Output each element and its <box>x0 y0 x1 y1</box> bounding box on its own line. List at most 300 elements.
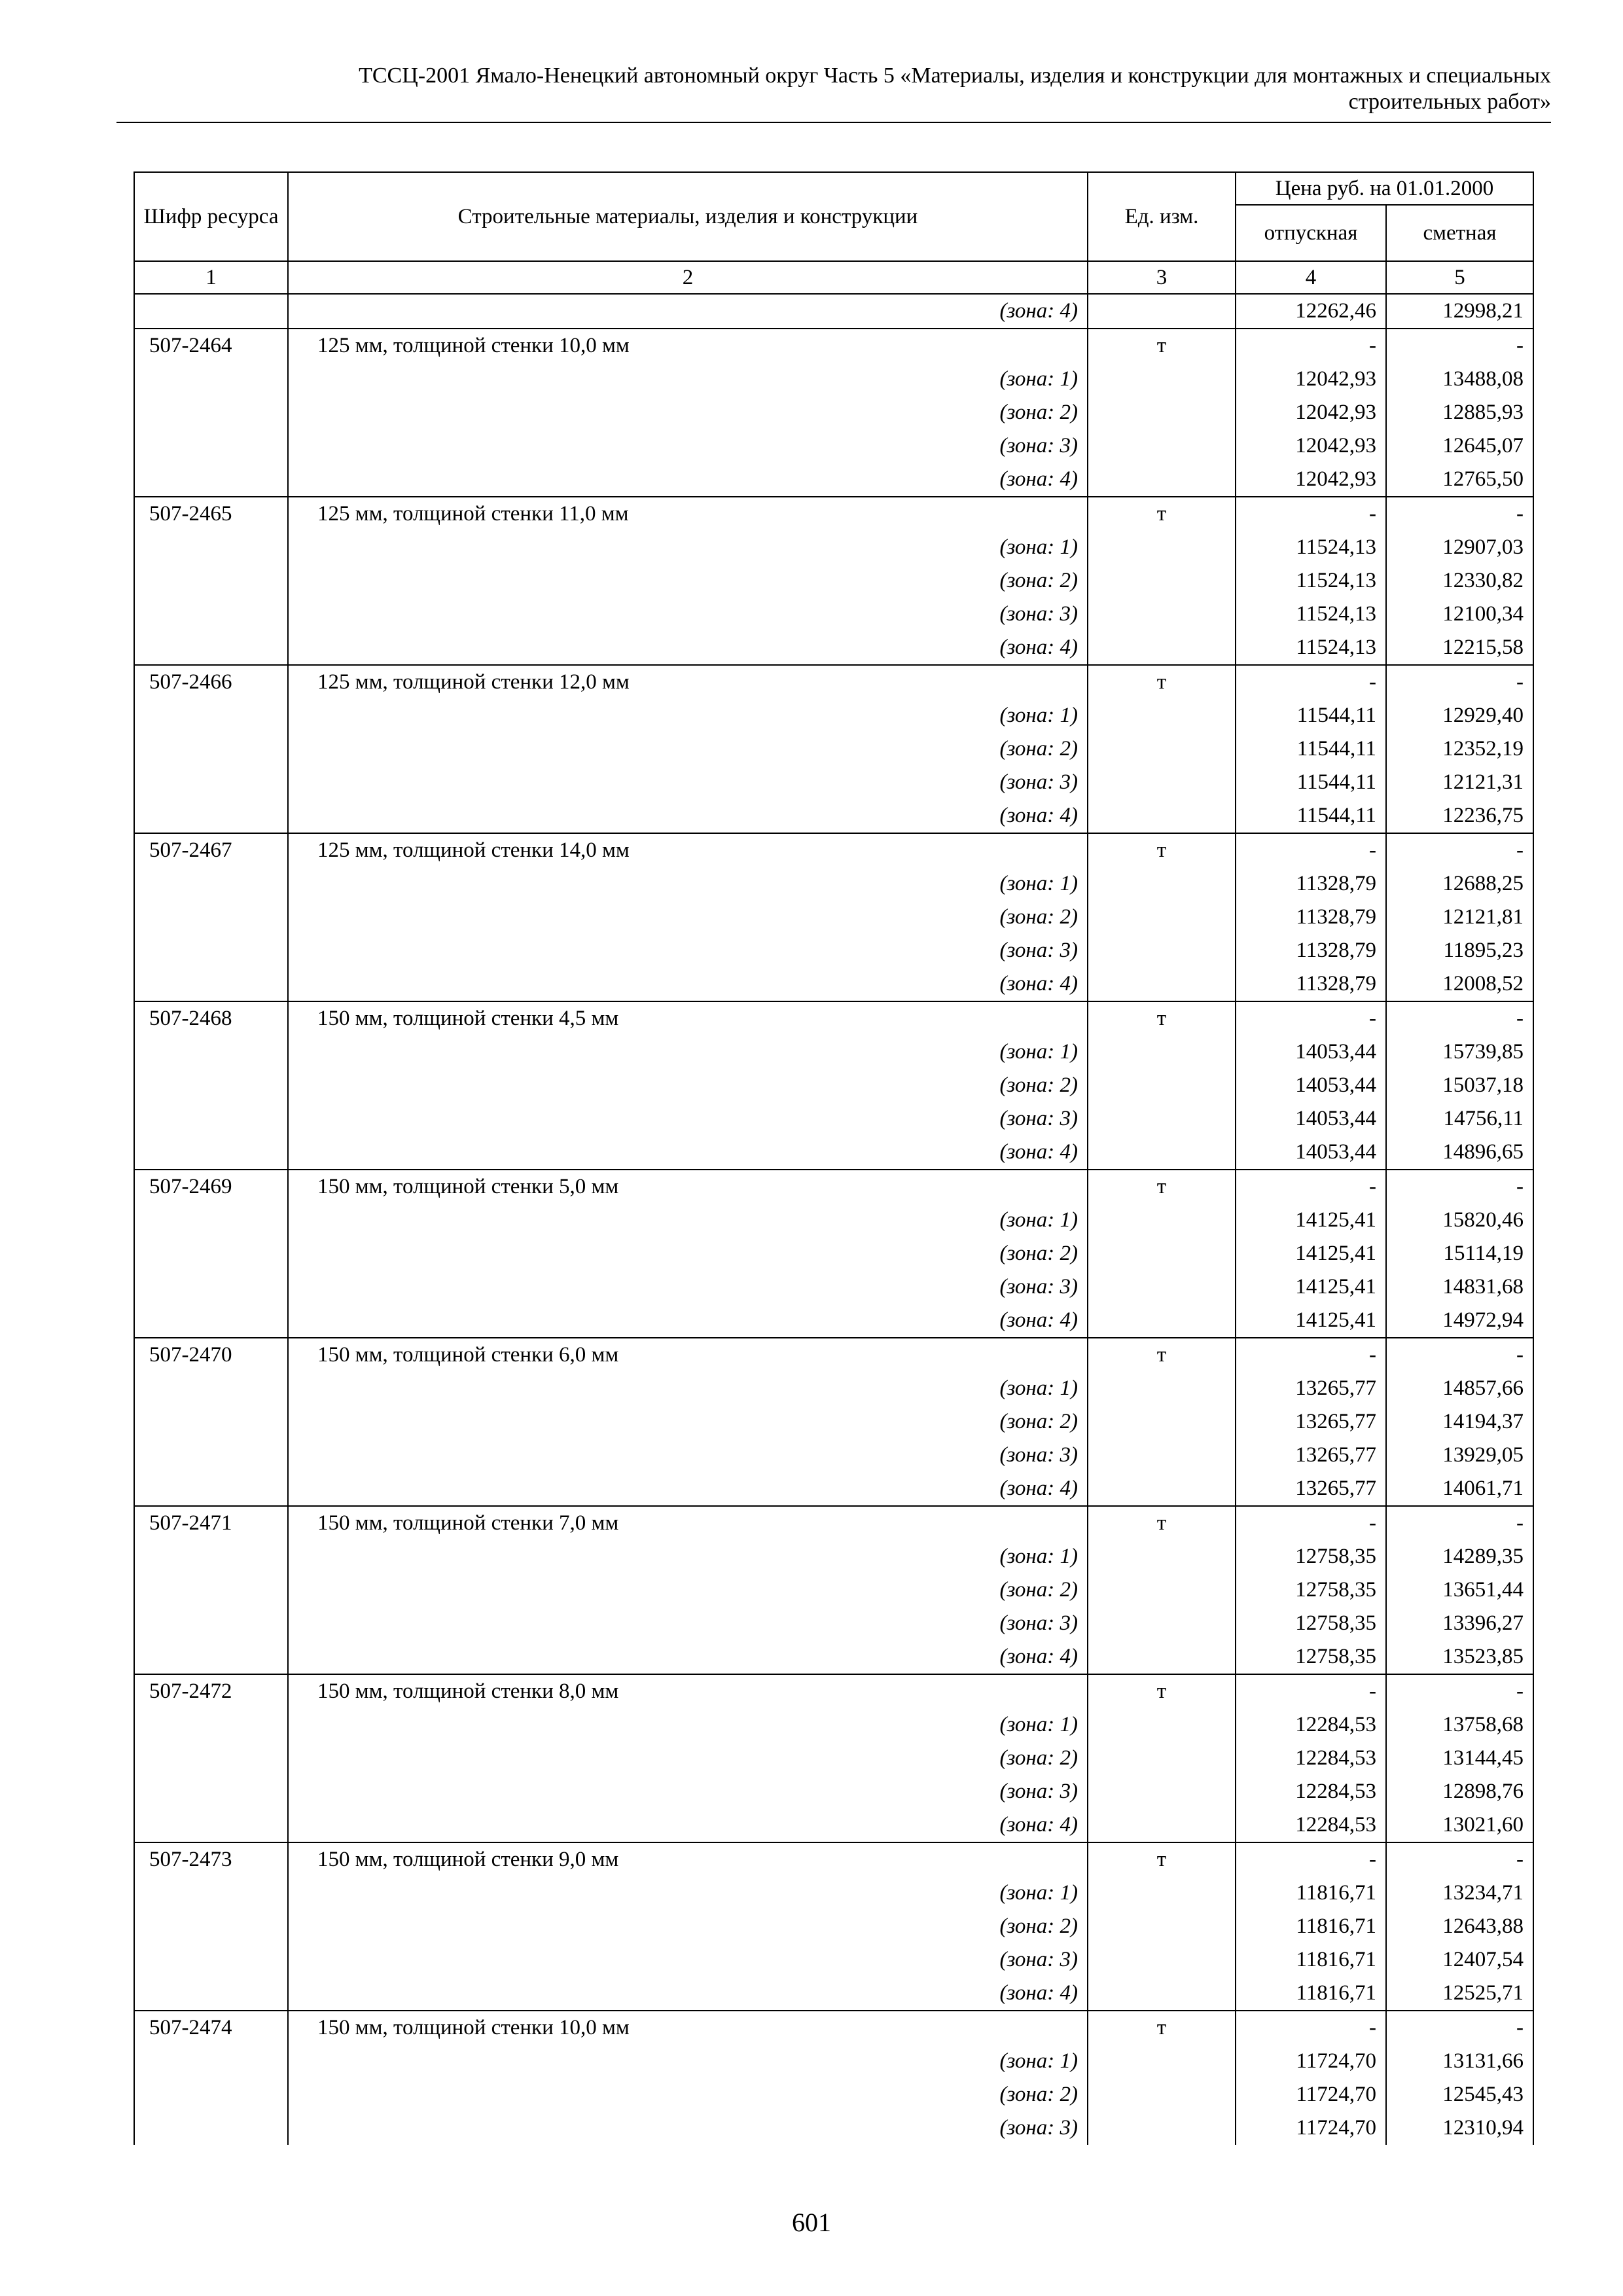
release-price: 14053,44 <box>1236 1035 1386 1069</box>
estimate-price: 12352,19 <box>1386 732 1533 766</box>
unit-of-measure <box>1088 1943 1236 1977</box>
zone-price-row <box>134 1237 1533 1270</box>
release-price: 11816,71 <box>1236 1977 1386 2011</box>
unit-of-measure <box>1088 1304 1236 1338</box>
resource-code <box>134 867 288 901</box>
resource-code <box>134 1876 288 1910</box>
col-number: 3 <box>1088 261 1236 294</box>
unit-of-measure <box>1088 1439 1236 1472</box>
resource-code <box>134 1708 288 1742</box>
resource-row <box>134 2011 1533 2045</box>
unit-of-measure <box>1088 631 1236 665</box>
release-price: 11724,70 <box>1236 2111 1386 2145</box>
unit-of-measure: т <box>1088 833 1236 867</box>
estimate-price: 13131,66 <box>1386 2045 1533 2078</box>
zone-label: (зона: 2) <box>288 396 1088 429</box>
resource-code <box>134 1472 288 1506</box>
resource-code: 507-2467 <box>134 833 288 867</box>
unit-of-measure <box>1088 1742 1236 1775</box>
unit-of-measure <box>1088 1102 1236 1136</box>
resource-code: 507-2474 <box>134 2011 288 2045</box>
zone-label: (зона: 2) <box>288 1069 1088 1102</box>
unit-of-measure: т <box>1088 1506 1236 1540</box>
resource-description: 150 мм, толщиной стенки 4,5 мм <box>288 1001 1088 1035</box>
estimate-price: 12236,75 <box>1386 799 1533 833</box>
zone-label: (зона: 4) <box>288 1977 1088 2011</box>
resource-code <box>134 294 288 329</box>
resource-row <box>134 833 1533 867</box>
resource-code <box>134 2078 288 2111</box>
estimate-price: - <box>1386 497 1533 531</box>
zone-price-row <box>134 1439 1533 1472</box>
unit-of-measure <box>1088 901 1236 934</box>
zone-price-row <box>134 1977 1533 2011</box>
zone-label: (зона: 1) <box>288 1540 1088 1573</box>
zone-price-row <box>134 1405 1533 1439</box>
zone-price-row <box>134 1270 1533 1304</box>
unit-of-measure <box>1088 396 1236 429</box>
unit-of-measure <box>1088 934 1236 967</box>
zone-label: (зона: 2) <box>288 564 1088 598</box>
release-price: 12284,53 <box>1236 1742 1386 1775</box>
release-price: - <box>1236 1001 1386 1035</box>
release-price: 11328,79 <box>1236 934 1386 967</box>
estimate-price: 14972,94 <box>1386 1304 1533 1338</box>
resource-description: 125 мм, толщиной стенки 12,0 мм <box>288 665 1088 699</box>
zone-price-row <box>134 1102 1533 1136</box>
zone-price-row <box>134 799 1533 833</box>
zone-label: (зона: 3) <box>288 1270 1088 1304</box>
resource-description: 125 мм, толщиной стенки 11,0 мм <box>288 497 1088 531</box>
release-price: - <box>1236 665 1386 699</box>
resource-code <box>134 463 288 497</box>
resource-row <box>134 329 1533 363</box>
resource-code <box>134 1069 288 1102</box>
estimate-price: - <box>1386 1001 1533 1035</box>
unit-of-measure <box>1088 1472 1236 1506</box>
zone-label: (зона: 4) <box>288 1640 1088 1674</box>
zone-price-row <box>134 564 1533 598</box>
estimate-price: 12885,93 <box>1386 396 1533 429</box>
header-rule <box>116 122 1551 123</box>
resource-description: 150 мм, толщиной стенки 8,0 мм <box>288 1674 1088 1708</box>
estimate-price: 12215,58 <box>1386 631 1533 665</box>
resource-code <box>134 799 288 833</box>
zone-price-row <box>134 2111 1533 2145</box>
release-price: - <box>1236 1674 1386 1708</box>
zone-label: (зона: 1) <box>288 531 1088 564</box>
zone-price-row <box>134 766 1533 799</box>
unit-of-measure <box>1088 363 1236 396</box>
release-price: - <box>1236 1506 1386 1540</box>
unit-of-measure <box>1088 1136 1236 1170</box>
estimate-price: 12407,54 <box>1386 1943 1533 1977</box>
estimate-price: 13651,44 <box>1386 1573 1533 1607</box>
estimate-price: 12100,34 <box>1386 598 1533 631</box>
resource-code <box>134 598 288 631</box>
estimate-price: 14061,71 <box>1386 1472 1533 1506</box>
unit-of-measure: т <box>1088 1001 1236 1035</box>
release-price: 11816,71 <box>1236 1910 1386 1943</box>
zone-price-row <box>134 1304 1533 1338</box>
zone-price-row <box>134 2045 1533 2078</box>
resource-code <box>134 732 288 766</box>
zone-price-row <box>134 1876 1533 1910</box>
zone-label: (зона: 3) <box>288 1607 1088 1640</box>
zone-label: (зона: 1) <box>288 867 1088 901</box>
resource-code: 507-2470 <box>134 1338 288 1372</box>
unit-of-measure <box>1088 564 1236 598</box>
resource-code <box>134 1775 288 1808</box>
zone-price-row <box>134 1540 1533 1573</box>
estimate-price: - <box>1386 1170 1533 1204</box>
zone-price-row <box>134 967 1533 1001</box>
release-price: 11524,13 <box>1236 631 1386 665</box>
resource-code <box>134 2045 288 2078</box>
unit-of-measure <box>1088 1270 1236 1304</box>
release-price: 14053,44 <box>1236 1102 1386 1136</box>
zone-price-row <box>134 294 1533 329</box>
resource-row <box>134 665 1533 699</box>
estimate-price: 13929,05 <box>1386 1439 1533 1472</box>
zone-price-row <box>134 1372 1533 1405</box>
estimate-price: 12765,50 <box>1386 463 1533 497</box>
estimate-price: 13234,71 <box>1386 1876 1533 1910</box>
unit-of-measure <box>1088 598 1236 631</box>
zone-label: (зона: 4) <box>288 294 1088 329</box>
release-price: 11328,79 <box>1236 867 1386 901</box>
resource-code: 507-2465 <box>134 497 288 531</box>
estimate-price: - <box>1386 2011 1533 2045</box>
resource-description: 150 мм, толщиной стенки 5,0 мм <box>288 1170 1088 1204</box>
estimate-price: 12645,07 <box>1386 429 1533 463</box>
release-price: 14125,41 <box>1236 1270 1386 1304</box>
zone-label: (зона: 2) <box>288 1573 1088 1607</box>
resource-row <box>134 497 1533 531</box>
release-price: 11544,11 <box>1236 799 1386 833</box>
unit-of-measure: т <box>1088 1170 1236 1204</box>
resource-code: 507-2473 <box>134 1842 288 1876</box>
release-price: 14125,41 <box>1236 1304 1386 1338</box>
release-price: 12284,53 <box>1236 1708 1386 1742</box>
resource-code <box>134 1640 288 1674</box>
zone-price-row <box>134 598 1533 631</box>
zone-label: (зона: 3) <box>288 2111 1088 2145</box>
zone-price-row <box>134 901 1533 934</box>
zone-price-row <box>134 699 1533 732</box>
estimate-price: 14831,68 <box>1386 1270 1533 1304</box>
estimate-price: 15037,18 <box>1386 1069 1533 1102</box>
release-price: 11544,11 <box>1236 732 1386 766</box>
estimate-price: 12330,82 <box>1386 564 1533 598</box>
unit-of-measure <box>1088 799 1236 833</box>
col-header-unit: Ед. изм. <box>1088 172 1236 261</box>
unit-of-measure <box>1088 1910 1236 1943</box>
estimate-price: 14756,11 <box>1386 1102 1533 1136</box>
running-header-line-1: ТССЦ-2001 Ямало-Ненецкий автономный округ Часть 5 «Материалы, изделия и конструкции для монтажных и специальных <box>359 63 1551 88</box>
release-price: 14053,44 <box>1236 1136 1386 1170</box>
resource-code <box>134 901 288 934</box>
resource-code <box>134 1573 288 1607</box>
zone-price-row <box>134 363 1533 396</box>
zone-price-row <box>134 1472 1533 1506</box>
zone-label: (зона: 2) <box>288 1405 1088 1439</box>
resource-code <box>134 1808 288 1842</box>
release-price: 13265,77 <box>1236 1439 1386 1472</box>
resource-code: 507-2466 <box>134 665 288 699</box>
zone-label: (зона: 2) <box>288 1910 1088 1943</box>
zone-price-row <box>134 1069 1533 1102</box>
release-price: 12284,53 <box>1236 1808 1386 1842</box>
zone-label: (зона: 3) <box>288 1102 1088 1136</box>
release-price: 12758,35 <box>1236 1640 1386 1674</box>
unit-of-measure <box>1088 1876 1236 1910</box>
release-price: 12758,35 <box>1236 1573 1386 1607</box>
estimate-price: 13758,68 <box>1386 1708 1533 1742</box>
zone-price-row <box>134 1742 1533 1775</box>
unit-of-measure <box>1088 531 1236 564</box>
estimate-price: 12688,25 <box>1386 867 1533 901</box>
estimate-price: 12643,88 <box>1386 1910 1533 1943</box>
estimate-price: 12121,81 <box>1386 901 1533 934</box>
estimate-price: 12545,43 <box>1386 2078 1533 2111</box>
release-price: 12042,93 <box>1236 429 1386 463</box>
resource-code: 507-2472 <box>134 1674 288 1708</box>
zone-price-row <box>134 1943 1533 1977</box>
unit-of-measure <box>1088 1237 1236 1270</box>
resource-description: 150 мм, толщиной стенки 9,0 мм <box>288 1842 1088 1876</box>
zone-price-row <box>134 2078 1533 2111</box>
release-price: 11524,13 <box>1236 598 1386 631</box>
col-header-description: Строительные материалы, изделия и конструкции <box>288 172 1088 261</box>
zone-label: (зона: 4) <box>288 631 1088 665</box>
price-table-head <box>134 172 1533 294</box>
zone-price-row <box>134 732 1533 766</box>
unit-of-measure <box>1088 967 1236 1001</box>
col-header-code: Шифр ресурса <box>134 172 288 261</box>
zone-label: (зона: 4) <box>288 799 1088 833</box>
resource-code <box>134 396 288 429</box>
release-price: 11544,11 <box>1236 766 1386 799</box>
price-table <box>134 171 1534 2145</box>
zone-label: (зона: 3) <box>288 1775 1088 1808</box>
col-number: 1 <box>134 261 288 294</box>
resource-code <box>134 967 288 1001</box>
unit-of-measure <box>1088 429 1236 463</box>
estimate-price: - <box>1386 665 1533 699</box>
unit-of-measure <box>1088 1977 1236 2011</box>
zone-label: (зона: 2) <box>288 732 1088 766</box>
unit-of-measure <box>1088 1808 1236 1842</box>
release-price: - <box>1236 329 1386 363</box>
estimate-price: 12998,21 <box>1386 294 1533 329</box>
estimate-price: 15114,19 <box>1386 1237 1533 1270</box>
zone-label: (зона: 2) <box>288 901 1088 934</box>
unit-of-measure <box>1088 699 1236 732</box>
release-price: 12042,93 <box>1236 463 1386 497</box>
zone-label: (зона: 2) <box>288 1742 1088 1775</box>
estimate-price: - <box>1386 1338 1533 1372</box>
zone-price-row <box>134 1910 1533 1943</box>
price-table-body <box>134 294 1533 2145</box>
release-price: 14125,41 <box>1236 1204 1386 1237</box>
zone-label: (зона: 1) <box>288 699 1088 732</box>
resource-code <box>134 1102 288 1136</box>
estimate-price: 14194,37 <box>1386 1405 1533 1439</box>
resource-description: 150 мм, толщиной стенки 10,0 мм <box>288 2011 1088 2045</box>
resource-row <box>134 1170 1533 1204</box>
col-header-estimate-price: сметная <box>1386 205 1533 261</box>
estimate-price: - <box>1386 1674 1533 1708</box>
resource-code <box>134 1943 288 1977</box>
unit-of-measure: т <box>1088 1674 1236 1708</box>
resource-description: 150 мм, толщиной стенки 7,0 мм <box>288 1506 1088 1540</box>
resource-code <box>134 1977 288 2011</box>
resource-code: 507-2464 <box>134 329 288 363</box>
resource-code <box>134 699 288 732</box>
col-number: 4 <box>1236 261 1386 294</box>
release-price: 11816,71 <box>1236 1943 1386 1977</box>
resource-code <box>134 1742 288 1775</box>
unit-of-measure <box>1088 1405 1236 1439</box>
zone-price-row <box>134 531 1533 564</box>
resource-code <box>134 1237 288 1270</box>
release-price: 11724,70 <box>1236 2045 1386 2078</box>
release-price: 12262,46 <box>1236 294 1386 329</box>
resource-code <box>134 1035 288 1069</box>
unit-of-measure <box>1088 1607 1236 1640</box>
zone-price-row <box>134 1775 1533 1808</box>
resource-code: 507-2468 <box>134 1001 288 1035</box>
zone-price-row <box>134 1136 1533 1170</box>
estimate-price: 12898,76 <box>1386 1775 1533 1808</box>
release-price: - <box>1236 497 1386 531</box>
zone-label: (зона: 3) <box>288 429 1088 463</box>
resource-code <box>134 2111 288 2145</box>
unit-of-measure <box>1088 2078 1236 2111</box>
estimate-price: - <box>1386 329 1533 363</box>
resource-code <box>134 564 288 598</box>
unit-of-measure <box>1088 1573 1236 1607</box>
release-price: 12042,93 <box>1236 363 1386 396</box>
zone-label: (зона: 4) <box>288 1136 1088 1170</box>
resource-code <box>134 1372 288 1405</box>
unit-of-measure <box>1088 1204 1236 1237</box>
zone-price-row <box>134 429 1533 463</box>
zone-label: (зона: 2) <box>288 2078 1088 2111</box>
zone-price-row <box>134 1035 1533 1069</box>
running-header <box>116 63 1551 115</box>
zone-price-row <box>134 934 1533 967</box>
estimate-price: - <box>1386 1842 1533 1876</box>
zone-price-row <box>134 396 1533 429</box>
resource-row <box>134 1001 1533 1035</box>
release-price: - <box>1236 833 1386 867</box>
unit-of-measure <box>1088 2045 1236 2078</box>
zone-price-row <box>134 1640 1533 1674</box>
unit-of-measure <box>1088 1775 1236 1808</box>
resource-description: 125 мм, толщиной стенки 14,0 мм <box>288 833 1088 867</box>
unit-of-measure: т <box>1088 1338 1236 1372</box>
resource-code <box>134 429 288 463</box>
estimate-price: 14289,35 <box>1386 1540 1533 1573</box>
estimate-price: - <box>1386 833 1533 867</box>
zone-label: (зона: 4) <box>288 1304 1088 1338</box>
zone-label: (зона: 1) <box>288 1876 1088 1910</box>
col-number: 5 <box>1386 261 1533 294</box>
zone-price-row <box>134 631 1533 665</box>
resource-code <box>134 1136 288 1170</box>
zone-price-row <box>134 1573 1533 1607</box>
zone-price-row <box>134 1607 1533 1640</box>
estimate-price: 12121,31 <box>1386 766 1533 799</box>
release-price: 11524,13 <box>1236 564 1386 598</box>
resource-code <box>134 1910 288 1943</box>
release-price: 11328,79 <box>1236 901 1386 934</box>
resource-description: 125 мм, толщиной стенки 10,0 мм <box>288 329 1088 363</box>
col-header-price: Цена руб. на 01.01.2000 <box>1236 172 1533 205</box>
resource-code <box>134 1439 288 1472</box>
release-price: 12758,35 <box>1236 1540 1386 1573</box>
release-price: - <box>1236 1170 1386 1204</box>
unit-of-measure <box>1088 2111 1236 2145</box>
zone-label: (зона: 1) <box>288 363 1088 396</box>
unit-of-measure <box>1088 1069 1236 1102</box>
release-price: 11816,71 <box>1236 1876 1386 1910</box>
unit-of-measure <box>1088 867 1236 901</box>
resource-code <box>134 363 288 396</box>
release-price: 13265,77 <box>1236 1372 1386 1405</box>
resource-code <box>134 531 288 564</box>
release-price: 14053,44 <box>1236 1069 1386 1102</box>
zone-label: (зона: 3) <box>288 766 1088 799</box>
unit-of-measure <box>1088 732 1236 766</box>
estimate-price: 15739,85 <box>1386 1035 1533 1069</box>
estimate-price: 12310,94 <box>1386 2111 1533 2145</box>
running-header-line-2: строительных работ» <box>1348 90 1551 114</box>
release-price: 11724,70 <box>1236 2078 1386 2111</box>
zone-price-row <box>134 463 1533 497</box>
resource-code <box>134 1304 288 1338</box>
release-price: 12284,53 <box>1236 1775 1386 1808</box>
unit-of-measure: т <box>1088 329 1236 363</box>
col-header-release-price: отпускная <box>1236 205 1386 261</box>
zone-label: (зона: 3) <box>288 598 1088 631</box>
estimate-price: 12929,40 <box>1386 699 1533 732</box>
zone-label: (зона: 1) <box>288 1708 1088 1742</box>
unit-of-measure <box>1088 463 1236 497</box>
estimate-price: 14896,65 <box>1386 1136 1533 1170</box>
zone-label: (зона: 1) <box>288 1035 1088 1069</box>
release-price: - <box>1236 1338 1386 1372</box>
zone-label: (зона: 3) <box>288 934 1088 967</box>
estimate-price: - <box>1386 1506 1533 1540</box>
estimate-price: 13396,27 <box>1386 1607 1533 1640</box>
estimate-price: 11895,23 <box>1386 934 1533 967</box>
release-price: 13265,77 <box>1236 1405 1386 1439</box>
release-price: 11524,13 <box>1236 531 1386 564</box>
zone-label: (зона: 3) <box>288 1439 1088 1472</box>
zone-label: (зона: 4) <box>288 1472 1088 1506</box>
zone-label: (зона: 1) <box>288 1204 1088 1237</box>
zone-label: (зона: 4) <box>288 463 1088 497</box>
resource-description: 150 мм, толщиной стенки 6,0 мм <box>288 1338 1088 1372</box>
estimate-price: 12525,71 <box>1386 1977 1533 2011</box>
resource-code <box>134 1540 288 1573</box>
page-number: 601 <box>792 2208 831 2237</box>
release-price: - <box>1236 1842 1386 1876</box>
resource-row <box>134 1674 1533 1708</box>
